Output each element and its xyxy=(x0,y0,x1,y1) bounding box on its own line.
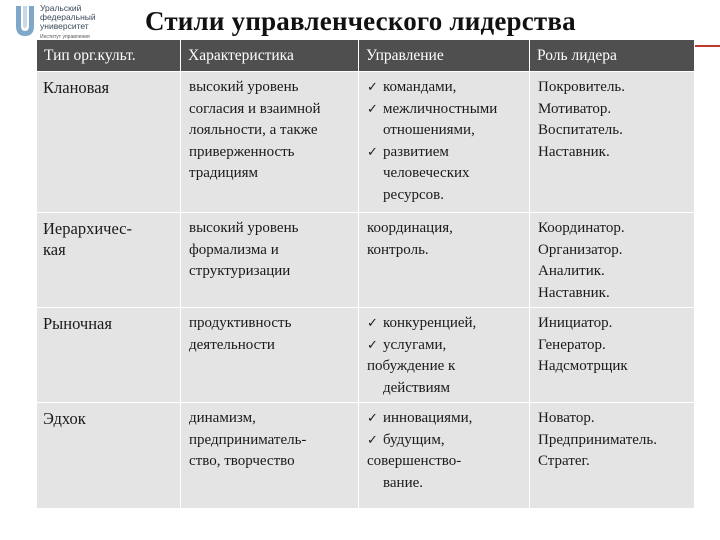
culture-type-cell xyxy=(37,308,181,403)
checkmark-item: ✓ межличностными xyxy=(367,99,521,121)
leader-role-line: Аналитик. xyxy=(538,263,605,279)
characteristic-line: динамизм, xyxy=(189,410,256,426)
characteristic-cell xyxy=(181,72,359,213)
table-row xyxy=(37,308,695,403)
characteristic-line: предприниматель- xyxy=(189,431,307,448)
leader-role-line: Стратег. xyxy=(538,453,590,469)
logo-text: Уральский федеральный университет xyxy=(40,3,96,31)
characteristic-line: высокий уровень xyxy=(189,79,299,95)
characteristic-line: деятельности xyxy=(189,336,275,353)
management-cell xyxy=(359,72,530,213)
management-cell xyxy=(359,308,530,403)
management-cell xyxy=(359,213,530,308)
checkmark-item: ✓ командами, xyxy=(367,77,521,99)
management-line: ресурсов. xyxy=(383,186,444,203)
characteristic-cell xyxy=(181,403,359,509)
culture-type-cell xyxy=(37,72,181,213)
characteristic-line: лояльности, а также xyxy=(189,122,318,138)
leader-role-line: Организатор. xyxy=(538,241,623,258)
leader-role-line: Предприниматель. xyxy=(538,431,657,448)
header-management: Управление xyxy=(359,40,530,72)
characteristic-line: приверженность xyxy=(189,143,295,160)
leader-role-line: Надсмотрщик xyxy=(538,358,628,374)
characteristic-line: продуктивность xyxy=(189,315,292,331)
leadership-styles-table xyxy=(36,39,695,509)
characteristic-line: формализма и xyxy=(189,241,279,258)
checkmark-item: ✓ конкуренцией, xyxy=(367,313,521,335)
leader-role-line: Покровитель. xyxy=(538,79,626,95)
culture-type-text: Эдхок xyxy=(43,409,86,428)
table-row xyxy=(37,403,695,509)
university-logo-icon xyxy=(14,4,36,38)
culture-type-text: Иерархичес- xyxy=(43,219,132,238)
characteristic-line: структуризации xyxy=(189,263,291,279)
leader-role-cell xyxy=(530,308,695,403)
table-row xyxy=(37,72,695,213)
culture-type-cell xyxy=(37,213,181,308)
leader-role-cell xyxy=(530,72,695,213)
leader-role-line: Наставник. xyxy=(538,284,610,301)
checkmark-item: ✓ развитием xyxy=(367,142,521,164)
leader-role-cell xyxy=(530,403,695,509)
management-line: отношениями, xyxy=(383,122,475,138)
leader-role-line: Воспитатель. xyxy=(538,122,623,138)
leader-role-cell xyxy=(530,213,695,308)
characteristic-cell xyxy=(181,213,359,308)
characteristic-line: традициям xyxy=(189,165,259,181)
characteristic-line: согласия и взаимной xyxy=(189,100,321,117)
culture-type-cell xyxy=(37,403,181,509)
logo-subtitle: Институт управления xyxy=(40,34,90,40)
characteristic-cell xyxy=(181,308,359,403)
characteristic-line: ство, творчество xyxy=(189,453,295,469)
management-line: совершенство- xyxy=(367,453,462,469)
header-leader-role: Роль лидера xyxy=(530,40,695,72)
checkmark-item: ✓ будущим, xyxy=(367,430,521,452)
leader-role-line: Новатор. xyxy=(538,410,595,426)
management-line: побуждение к xyxy=(367,358,456,374)
characteristic-line: высокий уровень xyxy=(189,220,299,236)
table-row xyxy=(37,213,695,308)
leader-role-line: Координатор. xyxy=(538,220,625,236)
management-line: координация, xyxy=(367,220,453,236)
page-title: Стили управленческого лидерства xyxy=(145,6,576,36)
table-header-row xyxy=(37,40,695,72)
management-line: действиям xyxy=(383,379,451,396)
management-line: вание. xyxy=(383,474,424,491)
leader-role-line: Мотиватор. xyxy=(538,100,612,117)
header-culture-type: Тип орг.культ. xyxy=(37,40,181,72)
management-line: контроль. xyxy=(367,241,429,258)
culture-type-text: Рыночная xyxy=(43,314,112,333)
checkmark-item: ✓ инновациями, xyxy=(367,408,521,430)
leader-role-line: Генератор. xyxy=(538,336,606,353)
checkmark-item: ✓ услугами, xyxy=(367,335,521,357)
management-line: человеческих xyxy=(383,165,470,181)
header-characteristic: Характеристика xyxy=(181,40,359,72)
culture-type-text: Клановая xyxy=(43,78,110,97)
leader-role-line: Инициатор. xyxy=(538,315,613,331)
management-cell xyxy=(359,403,530,509)
leader-role-line: Наставник. xyxy=(538,143,610,160)
culture-type-text: кая xyxy=(43,240,66,259)
